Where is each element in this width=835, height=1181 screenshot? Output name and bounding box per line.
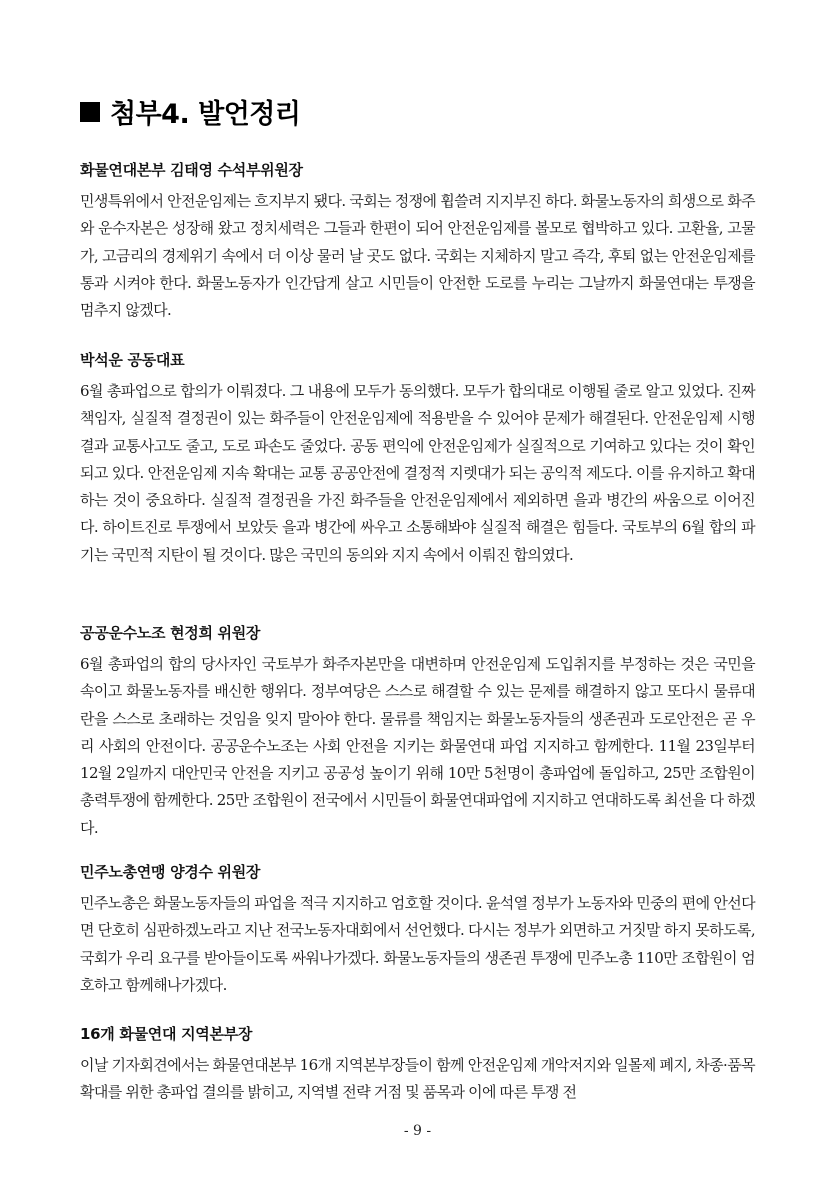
statement-text: 6월 총파업으로 합의가 이뤄졌다. 그 내용에 모두가 동의했다. 모두가 합의대로 이행될 줄로 알고 있었다. 진짜 책임자, 실질적 결정권이 있는 화주들이 안전운임제에 적용받을 수 있어야 문제가 해결된다. 안전운임제 시행 결과 교통사고도 줄고, 도로 파손도 줄었다. 공동 편익에 안전운임제가 실질적으로 기여하고 있다는 것이 확인되고 있다. 안전운임제 지속 확대는 교통 공공안전에 결정적 지렛대가 되는 공익적 제도다. 이를 유지하고 확대하는 것이 중요하다. 실질적 결정권을 가진 화주들을 안전운임제에서 제외하면 을과 병간의 싸움으로 이어진다. 하이트진로 투쟁에서 보았듯 을과 병간에 싸우고 소통해봐야 실질적 해결은 힘들다. 국토부의 6월 합의 파기는 국민적 지탄이 될 것이다. 많은 국민의 동의와 지지 속에서 이뤄진 합의였다. <box>80 382 755 564</box>
statement-section <box>80 160 755 324</box>
speaker-heading: 16개 화물연대 지역본부장 <box>80 1025 253 1043</box>
speaker-heading: 공공운수노조 현정희 위원장 <box>80 624 261 642</box>
statement-text: 6월 총파업의 합의 당사자인 국토부가 화주자본만을 대변하며 안전운임제 도입취지를 부정하는 것은 국민을 속이고 화물노동자를 배신한 행위다. 정부여당은 스스로 해결할 수 있는 문제를 해결하지 않고 또다시 물류대란을 스스로 초래하는 것임을 잊지 말아야 한다. 물류를 책임지는 화물노동자들의 생존권과 도로안전은 곧 우리 사회의 안전이다. 공공운수노조는 사회 안전을 지키는 화물연대 파업 지지하고 함께한다. 11월 23일부터 12월 2일까지 대안민국 안전을 지키고 공공성 높이기 위해 10만 5천명이 총파업에 돌입하고, 25만 조합원이 총력투쟁에 함께한다. 25만 조합원이 전국에서 시민들이 화물연대파업에 지지하고 연대하도록 최선을 다 하겠다. <box>80 655 755 837</box>
speaker-heading: 화물연대본부 김태영 수석부위원장 <box>80 161 303 179</box>
statement-section <box>80 623 755 842</box>
square-bullet-icon <box>80 102 100 122</box>
attachment-title <box>80 92 300 131</box>
statement-text: 민주노총은 화물노동자들의 파업을 적극 지지하고 엄호할 것이다. 윤석열 정부가 노동자와 민중의 편에 안선다면 단호히 심판하겠노라고 지난 전국노동자대회에서 선언했다. 다시는 정부가 외면하고 거짓말 하지 못하도록, 국회가 우리 요구를 받아들이도록 싸워나가겠다. 화물노동자들의 생존권 투쟁에 민주노총 110만 조합원이 엄호하고 함께해나가겠다. <box>80 894 755 994</box>
statement-text: 이날 기자회견에서는 화물연대본부 16개 지역본부장들이 함께 안전운임제 개악저지와 일몰제 폐지, 차종·품목 확대를 위한 총파업 결의를 밝히고, 지역별 전략 거점 및 품목과 이에 따른 투쟁 전 <box>80 1056 755 1102</box>
attachment-title-text: 첨부4. 발언정리 <box>110 99 301 130</box>
speaker-heading: 박석운 공동대표 <box>80 351 185 369</box>
statement-section <box>80 350 755 569</box>
speaker-heading: 민주노총연맹 양경수 위원장 <box>80 863 261 881</box>
statement-section <box>80 862 755 999</box>
page-number: - 9 - <box>403 1123 432 1139</box>
statement-section <box>80 1024 755 1107</box>
statement-text: 민생특위에서 안전운임제는 흐지부지 됐다. 국회는 정쟁에 휩쓸려 지지부진 하다. 화물노동자의 희생으로 화주와 운수자본은 성장해 왔고 정치세력은 그들과 한편이 되어 안전운임제를 볼모로 협박하고 있다. 고환율, 고물가, 고금리의 경제위기 속에서 더 이상 물러 날 곳도 없다. 국회는 지체하지 말고 즉각, 후퇴 없는 안전운임제를 통과 시켜야 한다. 화물노동자가 인간답게 살고 시민들이 안전한 도로를 누리는 그날까지 화물연대는 투쟁을 멈추지 않겠다. <box>80 192 755 320</box>
